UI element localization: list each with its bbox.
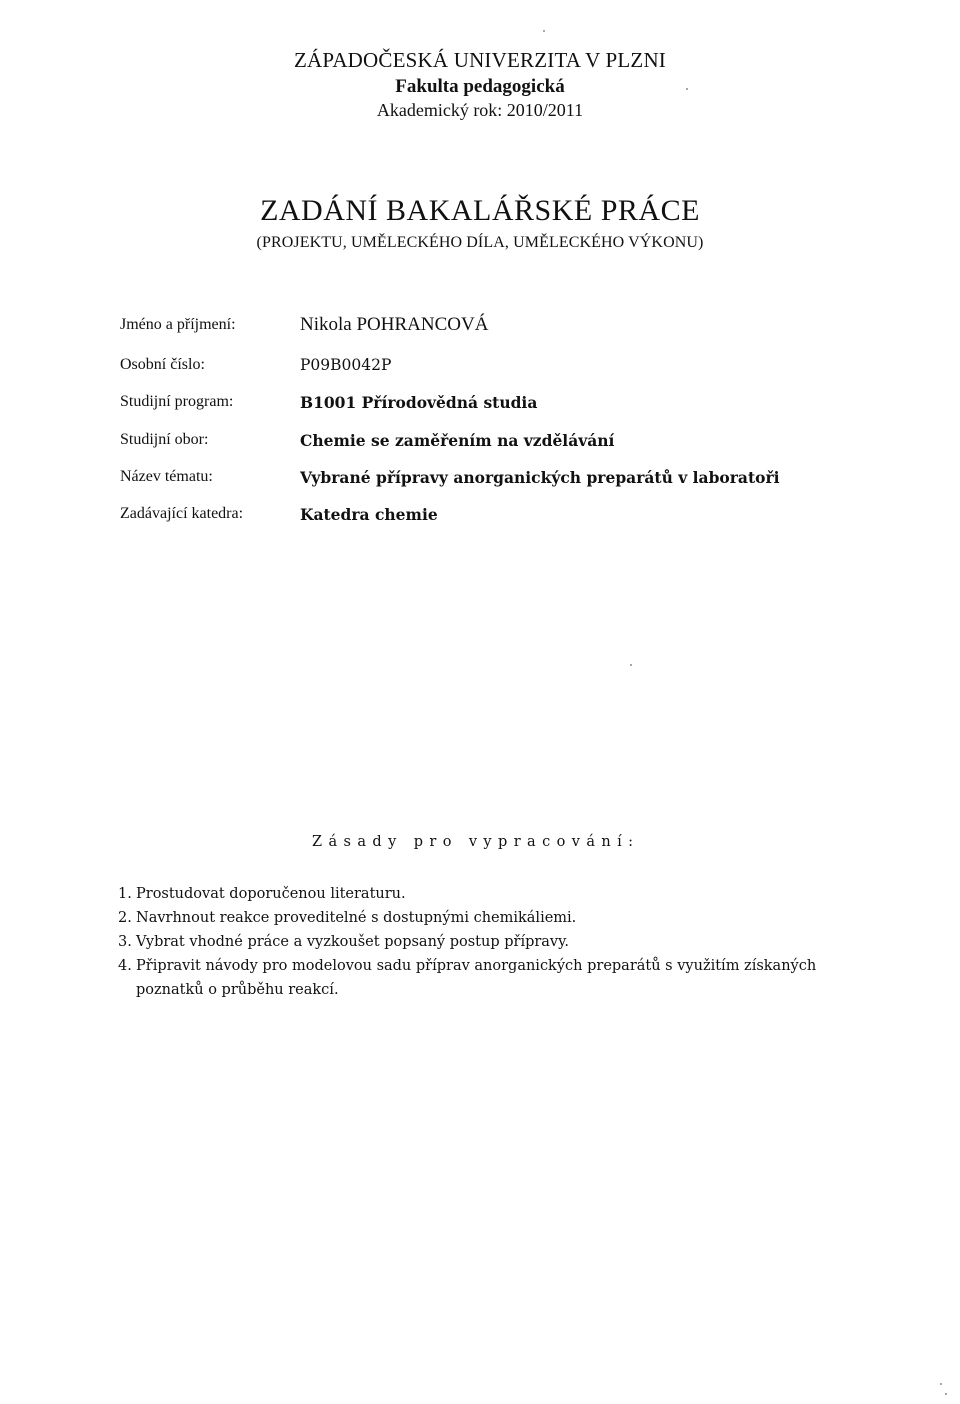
faculty-name: Fakulta pedagogická — [395, 76, 565, 97]
info-row-study-field — [0, 429, 960, 457]
document-subtitle: (PROJEKTU, UMĚLECKÉHO DÍLA, UMĚLECKÉHO VÝKONU) — [256, 234, 704, 251]
info-value-department: Katedra chemie — [300, 505, 438, 524]
university-name: ZÁPADOČESKÁ UNIVERZITA V PLZNI — [293, 48, 667, 72]
scan-speck — [630, 664, 632, 666]
info-value-topic: Vybrané přípravy anorganických preparátů v laboratoři — [300, 468, 780, 487]
list-item — [118, 906, 878, 930]
scan-speck — [686, 88, 688, 90]
list-item-number: 3. — [118, 934, 132, 950]
info-label: Název tématu: — [120, 468, 213, 485]
info-row-study-program — [0, 391, 960, 419]
info-row-topic — [0, 466, 960, 494]
scan-speck — [940, 1383, 942, 1385]
list-item-number: 1. — [118, 886, 132, 902]
academic-year: Akademický rok: 2010/2011 — [376, 100, 584, 120]
info-value-personal-number: P09B0042P — [300, 356, 392, 374]
list-item — [118, 930, 878, 954]
info-value-study-field: Chemie se zaměřením na vzdělávání — [300, 431, 615, 450]
list-item — [118, 882, 878, 906]
info-label: Zadávající katedra: — [120, 505, 244, 522]
info-label: Jméno a příjmení: — [120, 316, 236, 333]
info-label: Studijní obor: — [120, 431, 209, 448]
document-title: ZADÁNÍ BAKALÁŘSKÉ PRÁCE — [260, 194, 700, 227]
info-row-department — [0, 503, 960, 531]
scan-speck — [543, 30, 545, 32]
list-item — [118, 954, 878, 1002]
info-label: Studijní program: — [120, 393, 234, 410]
list-item-text: Připravit návody pro modelovou sadu příprav anorganických preparátů s využitím získaných poznatků o průběhu reakcí. — [136, 958, 817, 998]
info-value-study-program: B1001 Přírodovědná studia — [300, 393, 538, 412]
list-item-number: 2. — [118, 910, 132, 926]
task-list — [118, 882, 878, 1002]
info-value-student-name: Nikola POHRANCOVÁ — [300, 314, 489, 335]
info-row-personal-number — [0, 354, 960, 382]
principles-heading: Zásady pro vypracování: — [312, 834, 640, 850]
info-row-name — [0, 312, 960, 340]
list-item-number: 4. — [118, 958, 132, 974]
info-label: Osobní číslo: — [120, 356, 205, 373]
list-item-text: Vybrat vhodné práce a vyzkoušet popsaný postup přípravy. — [136, 934, 570, 950]
scan-speck — [945, 1393, 947, 1395]
list-item-text: Navrhnout reakce proveditelné s dostupnými chemikáliemi. — [136, 910, 577, 926]
list-item-text: Prostudovat doporučenou literaturu. — [136, 886, 406, 902]
